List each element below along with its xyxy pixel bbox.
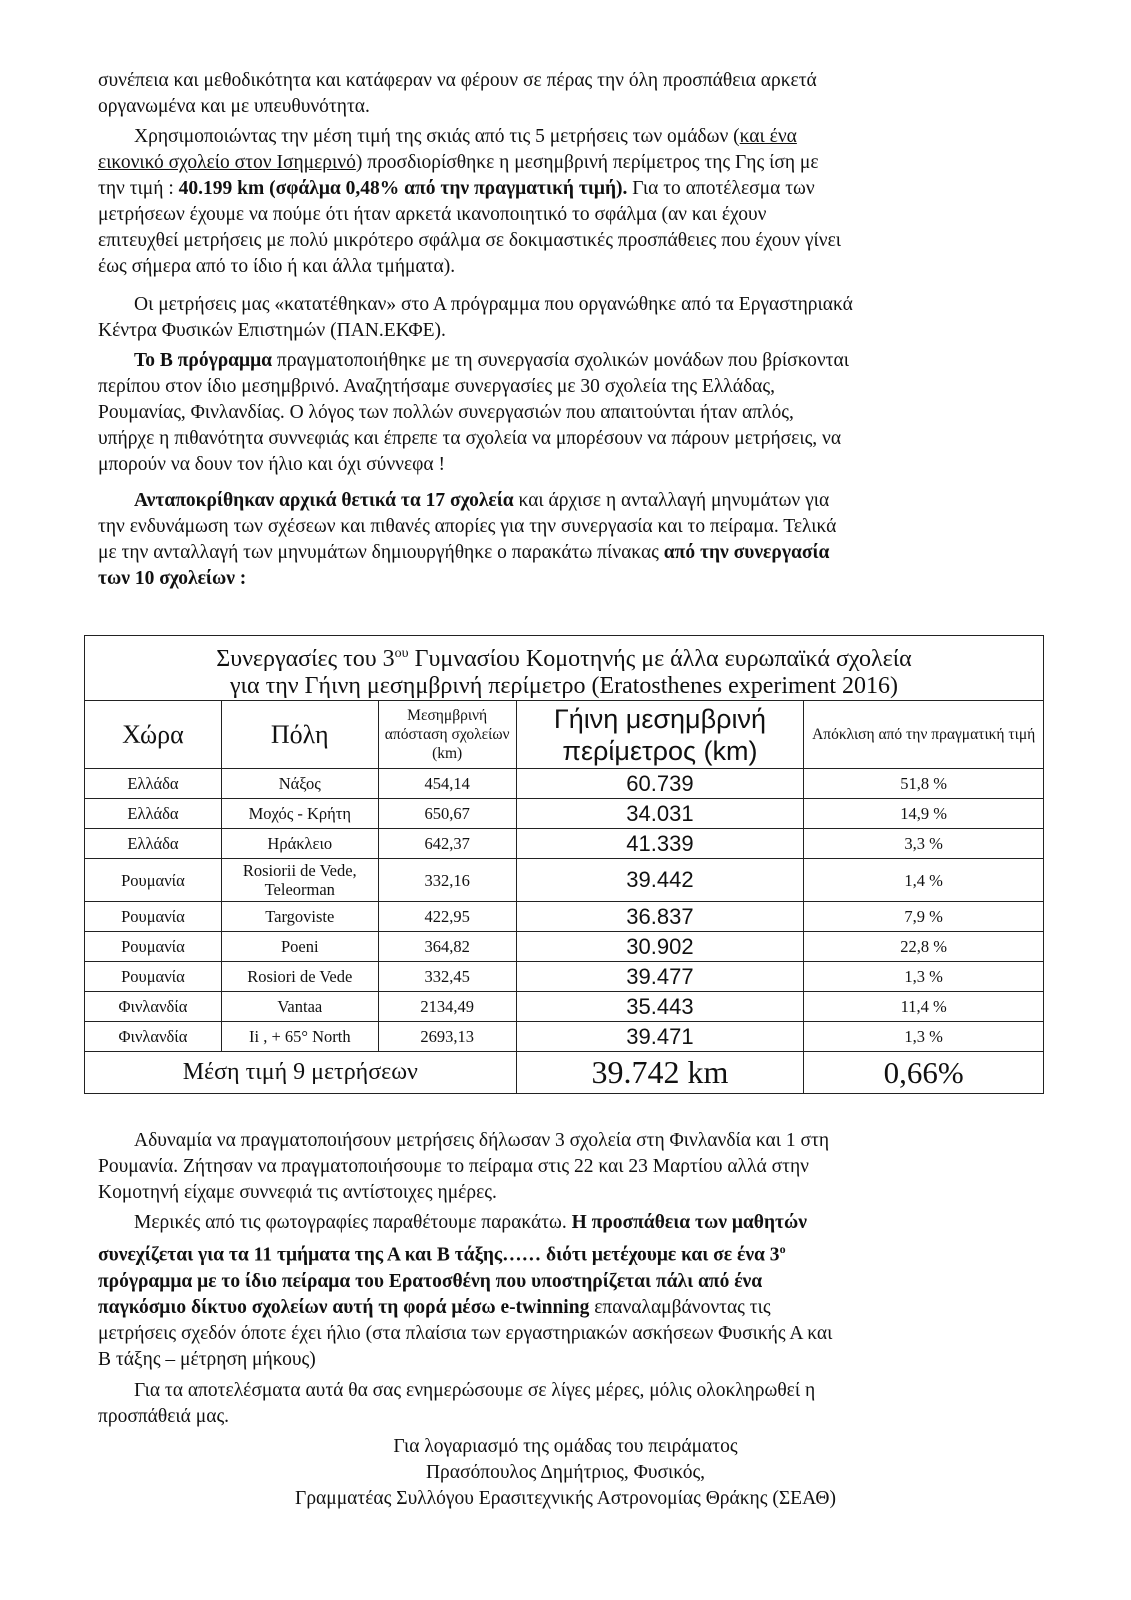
cell-deviation: 1,3 % bbox=[804, 962, 1044, 992]
cell-distance: 332,16 bbox=[378, 859, 516, 902]
text-line bbox=[98, 150, 1033, 176]
cell-distance: 642,37 bbox=[378, 829, 516, 859]
header-deviation: Απόκλιση από την πραγματική τιμή bbox=[804, 701, 1044, 769]
paragraph-continuing-effort bbox=[98, 1210, 1033, 1373]
bold-text: πρόγραμμα με το ίδιο πείραμα του Ερατοσθένη που υποστηρίζεται πάλι από ένα bbox=[98, 1270, 763, 1292]
cell-deviation: 1,3 % bbox=[804, 1022, 1044, 1052]
text-line bbox=[98, 1269, 1033, 1295]
cell-distance: 422,95 bbox=[378, 902, 516, 932]
cell-deviation: 14,9 % bbox=[804, 799, 1044, 829]
cell-distance: 2134,49 bbox=[378, 992, 516, 1022]
cooperation-table bbox=[84, 635, 1044, 1094]
bold-text: Το Β πρόγραμμα bbox=[134, 350, 273, 371]
underlined-text: και ένα bbox=[739, 126, 797, 147]
cell-city: Rosiorii de Vede, Teleorman bbox=[221, 859, 378, 902]
table-footer-row bbox=[85, 1052, 1044, 1094]
table-caption-line2: για την Γήινη μεσημβρινή περίμετρο (Eratosthenes experiment 2016) bbox=[85, 673, 1044, 701]
text-span: Μερικές από τις φωτογραφίες παραθέτουμε παρακάτω. bbox=[134, 1212, 572, 1233]
text-line: την ενδυνάμωση των σχέσεων και πιθανές απορίες για την συνεργασία και το πείραμα. Τελικά bbox=[98, 516, 837, 537]
footer-label: Μέση τιμή 9 μετρήσεων bbox=[85, 1052, 517, 1094]
cell-country: Ρουμανία bbox=[85, 902, 222, 932]
cell-country: Ελλάδα bbox=[85, 769, 222, 799]
cell-distance: 2693,13 bbox=[378, 1022, 516, 1052]
text-line bbox=[98, 176, 1033, 202]
bold-text: παγκόσμιο δίκτυο σχολείων αυτή τη φορά μέσω e-twinning bbox=[98, 1296, 590, 1318]
bold-text: Η προσπάθεια των μαθητών bbox=[571, 1212, 807, 1233]
text-line: Κέντρα Φυσικών Επιστημών (ΠΑΝ.ΕΚΦΕ). bbox=[98, 320, 446, 341]
text-line: Ρουμανία. Ζήτησαν να πραγματοποιήσουμε το πείραμα στις 22 και 23 Μαρτίου αλλά στην bbox=[98, 1156, 809, 1177]
text-line: Για τα αποτελέσματα αυτά θα σας ενημερώσουμε σε λίγες μέρες, μόλις ολοκληρωθεί η bbox=[134, 1380, 816, 1401]
cell-deviation: 51,8 % bbox=[804, 769, 1044, 799]
cell-distance: 650,67 bbox=[378, 799, 516, 829]
paragraph-results-soon bbox=[98, 1378, 1033, 1430]
cell-country: Ελλάδα bbox=[85, 829, 222, 859]
text-span: Χρησιμοποιώντας την μέση τιμή της σκιάς από τις 5 μετρήσεις των ομάδων ( bbox=[134, 126, 740, 147]
text-line: Οι μετρήσεις μας «κατατέθηκαν» στο Α πρόγραμμα που οργανώθηκε από τα Εργαστηριακά bbox=[134, 294, 853, 315]
cell-deviation: 22,8 % bbox=[804, 932, 1044, 962]
text-span: την τιμή : bbox=[98, 178, 179, 199]
cell-perimeter: 39.477 bbox=[516, 962, 804, 992]
header-city: Πόλη bbox=[221, 701, 378, 769]
cell-perimeter: 39.442 bbox=[516, 859, 804, 902]
table-row bbox=[85, 1022, 1044, 1052]
caption-text: Γυμνασίου Κομοτηνής με άλλα ευρωπαϊκά σχολεία bbox=[408, 646, 912, 672]
cell-distance: 332,45 bbox=[378, 962, 516, 992]
text-line: μετρήσεις σχεδόν όποτε έχει ήλιο (στα πλαίσια των εργαστηριακών ασκήσεων Φυσικής Α και bbox=[98, 1322, 833, 1344]
cell-country: Ρουμανία bbox=[85, 962, 222, 992]
signature-line: Πρασόπουλος Δημήτριος, Φυσικός, bbox=[425, 1462, 706, 1483]
text-span: και άρχισε η ανταλλαγή μηνυμάτων για bbox=[513, 490, 830, 511]
text-line: Β τάξης – μέτρηση μήκους) bbox=[98, 1348, 316, 1370]
text-line: συνέπεια και μεθοδικότητα και κατάφεραν να φέρουν σε πέρας την όλη προσπάθεια αρκετά bbox=[98, 70, 817, 91]
text-line: μετρήσεων έχουμε να πούμε ότι ήταν αρκετά ικανοποιητικό το σφάλμα (αν και έχουν bbox=[98, 204, 767, 225]
text-line: υπήρχε η πιθανότητα συννεφιάς και έπρεπε τα σχολεία να μπορέσουν να πάρουν μετρήσεις, να bbox=[98, 428, 842, 449]
bold-text: συνεχίζεται για τα 11 τμήματα της Α και Β τάξης…… διότι μετέχουμε και σε ένα 3 bbox=[98, 1244, 780, 1266]
cell-country: Ρουμανία bbox=[85, 859, 222, 902]
table-row bbox=[85, 769, 1044, 799]
paragraph-inability bbox=[98, 1128, 1033, 1206]
text-line bbox=[98, 540, 1033, 566]
superscript: ο bbox=[779, 1242, 786, 1256]
text-line: Ρουμανίας, Φινλανδίας. Ο λόγος των πολλών συνεργασιών που απαιτούνται ήταν απλός, bbox=[98, 402, 794, 423]
footer-mean-perimeter: 39.742 km bbox=[516, 1052, 804, 1094]
signature-block bbox=[98, 1434, 1033, 1512]
cell-city: Poeni bbox=[221, 932, 378, 962]
paragraph-program-b bbox=[98, 348, 1033, 478]
paragraph-mean-shadow bbox=[98, 124, 1033, 280]
paragraph-program-a bbox=[98, 292, 1033, 344]
text-line bbox=[98, 1236, 1033, 1269]
text-line bbox=[98, 348, 1033, 374]
cell-city: Rosiori de Vede bbox=[221, 962, 378, 992]
table-row bbox=[85, 932, 1044, 962]
table-row bbox=[85, 962, 1044, 992]
cell-country: Ρουμανία bbox=[85, 932, 222, 962]
table-row bbox=[85, 799, 1044, 829]
text-line: μπορούν να δουν τον ήλιο και όχι σύννεφα ! bbox=[98, 454, 445, 475]
result-value-bold: 40.199 km (σφάλμα 0,48% από την πραγματική τιμή). bbox=[178, 178, 628, 199]
table-row bbox=[85, 859, 1044, 902]
table-row bbox=[85, 829, 1044, 859]
text-line: Αδυναμία να πραγματοποιήσουν μετρήσεις δήλωσαν 3 σχολεία στη Φινλανδία και 1 στη bbox=[134, 1130, 830, 1151]
text-line: προσπάθειά μας. bbox=[98, 1406, 230, 1427]
text-line bbox=[98, 1210, 1033, 1236]
signature-line: Γραμματέας Συλλόγου Ερασιτεχνικής Αστρονομίας Θράκης (ΣΕΑΘ) bbox=[295, 1488, 836, 1509]
cell-city: Targoviste bbox=[221, 902, 378, 932]
cell-perimeter: 39.471 bbox=[516, 1022, 804, 1052]
table-header-row bbox=[85, 701, 1044, 769]
cell-city: Μοχός - Κρήτη bbox=[221, 799, 378, 829]
cell-city: Νάξος bbox=[221, 769, 378, 799]
cell-deviation: 1,4 % bbox=[804, 859, 1044, 902]
bold-text: Ανταποκρίθηκαν αρχικά θετικά τα 17 σχολεία bbox=[134, 490, 514, 511]
cell-deviation: 7,9 % bbox=[804, 902, 1044, 932]
header-country: Χώρα bbox=[85, 701, 222, 769]
cell-distance: 454,14 bbox=[378, 769, 516, 799]
text-line bbox=[98, 1295, 1033, 1321]
text-span: με την ανταλλαγή των μηνυμάτων δημιουργήθηκε ο παρακάτω πίνακας bbox=[98, 542, 664, 563]
paragraph-responses bbox=[98, 488, 1033, 592]
text-span: Για το αποτέλεσμα των bbox=[627, 178, 815, 199]
caption-text: Συνεργασίες του 3 bbox=[216, 646, 395, 672]
cell-city: Ii , + 65° North bbox=[221, 1022, 378, 1052]
cell-distance: 364,82 bbox=[378, 932, 516, 962]
cell-deviation: 3,3 % bbox=[804, 829, 1044, 859]
text-line: περίπου στον ίδιο μεσημβρινό. Αναζητήσαμε συνεργασίες με 30 σχολεία της Ελλάδας, bbox=[98, 376, 775, 397]
text-span: ) προσδιορίσθηκε η μεσημβρινή περίμετρος της Γης ίση με bbox=[355, 152, 819, 173]
table-caption-line1 bbox=[85, 636, 1044, 674]
caption-superscript: ου bbox=[394, 646, 409, 661]
footer-mean-deviation: 0,66% bbox=[804, 1052, 1044, 1094]
header-perimeter: Γήινη μεσημβρινή περίμετρος (km) bbox=[516, 701, 804, 769]
cell-perimeter: 30.902 bbox=[516, 932, 804, 962]
cell-deviation: 11,4 % bbox=[804, 992, 1044, 1022]
text-line: έως σήμερα από το ίδιο ή και άλλα τμήματα). bbox=[98, 256, 456, 277]
paragraph-continuation bbox=[98, 68, 1033, 120]
text-line: επιτευχθεί μετρήσεις με πολύ μικρότερο σφάλμα σε δοκιμαστικές προσπάθειες που έχουν γίνει bbox=[98, 230, 842, 251]
text-line: οργανωμένα και με υπευθυνότητα. bbox=[98, 96, 370, 117]
signature-line: Για λογαριασμό της ομάδας του πειράματος bbox=[393, 1436, 738, 1457]
cell-city: Vantaa bbox=[221, 992, 378, 1022]
cell-country: Φινλανδία bbox=[85, 992, 222, 1022]
cell-city: Ηράκλειο bbox=[221, 829, 378, 859]
cell-country: Ελλάδα bbox=[85, 799, 222, 829]
cell-perimeter: 36.837 bbox=[516, 902, 804, 932]
text-span: επαναλαμβάνοντας τις bbox=[589, 1296, 771, 1318]
text-span: πραγματοποιήθηκε με τη συνεργασία σχολικών μονάδων που βρίσκονται bbox=[272, 350, 849, 371]
cell-country: Φινλανδία bbox=[85, 1022, 222, 1052]
bold-text: από την συνεργασία bbox=[663, 542, 830, 563]
bold-text: των 10 σχολείων : bbox=[98, 568, 247, 589]
cell-perimeter: 34.031 bbox=[516, 799, 804, 829]
cell-perimeter: 35.443 bbox=[516, 992, 804, 1022]
text-line bbox=[98, 488, 1033, 514]
cell-perimeter: 41.339 bbox=[516, 829, 804, 859]
text-line bbox=[98, 124, 1033, 150]
header-distance: Μεσημβρινή απόσταση σχολείων (km) bbox=[378, 701, 516, 769]
table-row bbox=[85, 992, 1044, 1022]
text-line bbox=[98, 566, 1033, 592]
underlined-text: εικονικό σχολείο στον Ισημερινό bbox=[98, 152, 356, 173]
cell-perimeter: 60.739 bbox=[516, 769, 804, 799]
text-line: Κομοτηνή είχαμε συννεφιά τις αντίστοιχες ημέρες. bbox=[98, 1182, 497, 1203]
table-row bbox=[85, 902, 1044, 932]
